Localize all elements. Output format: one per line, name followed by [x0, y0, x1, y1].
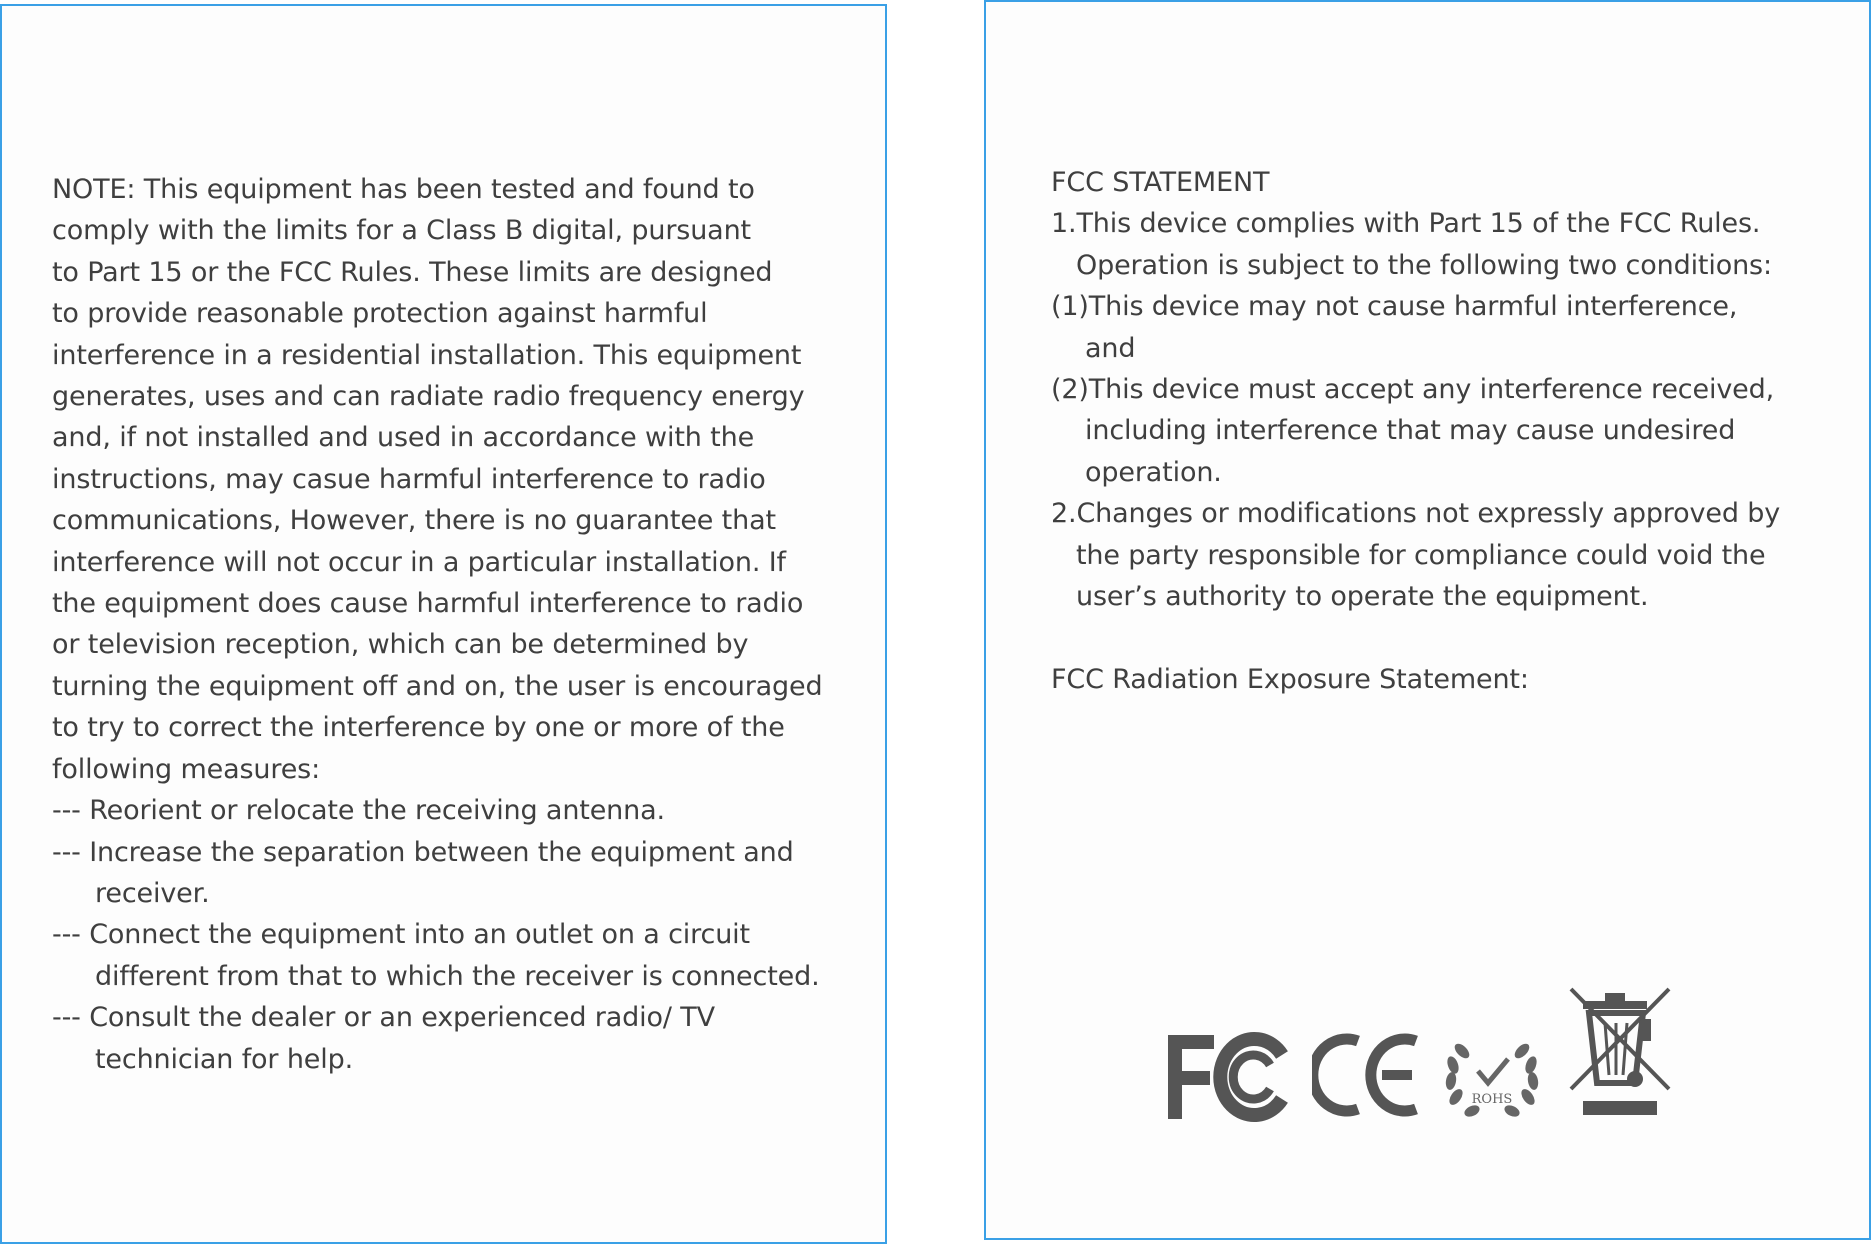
statement-item-1: 1.This device complies with Part 15 of the FCC Rules.: [1051, 208, 1761, 240]
statement-title: FCC STATEMENT: [1051, 167, 1270, 198]
statement-item-2-cont: the party responsible for compliance could void the: [1076, 539, 1766, 571]
rohs-label: ROHS: [1471, 1092, 1513, 1107]
note-line: or television reception, which can be determined by: [52, 629, 749, 661]
statement-item-2: 2.Changes or modifications not expressly approved by: [1051, 498, 1781, 530]
condition-2-cont: operation.: [1085, 456, 1222, 488]
fcc-note-text: [52, 169, 823, 1080]
condition-2: (2)This device must accept any interference received,: [1051, 374, 1775, 406]
note-line: turning the equipment off and on, the user is encouraged: [52, 670, 823, 702]
note-line: communications, However, there is no guarantee that: [52, 505, 776, 537]
fcc-logo: [1160, 1025, 1300, 1125]
note-line: to provide reasonable protection against harmful: [52, 298, 708, 330]
measure-item: --- Connect the equipment into an outlet on a circuit: [52, 919, 750, 951]
weee-bin-icon: [1565, 979, 1675, 1119]
measure-continuation: technician for help.: [95, 1043, 354, 1075]
ce-mark: [1312, 1029, 1424, 1121]
condition-2-cont: including interference that may cause undesired: [1085, 415, 1736, 447]
fcc-statement-text: [1051, 162, 1780, 700]
note-line: following measures:: [52, 753, 321, 785]
spacer: [1051, 617, 1780, 658]
certification-logos: [1160, 979, 1720, 1129]
statement-item-1-cont: Operation is subject to the following two conditions:: [1076, 249, 1772, 281]
right-page: [984, 0, 1871, 1240]
rohs-seal: [1442, 1031, 1542, 1123]
left-page: [0, 4, 887, 1244]
note-line: comply with the limits for a Class B digital, pursuant: [52, 215, 751, 247]
measure-item: --- Reorient or relocate the receiving antenna.: [52, 795, 665, 827]
condition-1-cont: and: [1085, 332, 1136, 364]
note-line: generates, uses and can radiate radio frequency energy: [52, 381, 805, 413]
note-line: interference will not occur in a particular installation. If: [52, 546, 786, 578]
note-line: the equipment does cause harmful interference to radio: [52, 588, 804, 620]
note-line: to try to correct the interference by one or more of the: [52, 712, 785, 744]
note-line: and, if not installed and used in accordance with the: [52, 422, 755, 454]
measure-item: --- Consult the dealer or an experienced radio/ TV: [52, 1002, 715, 1034]
measure-continuation: different from that to which the receiver is connected.: [95, 960, 820, 992]
condition-1: (1)This device may not cause harmful interference,: [1051, 291, 1738, 323]
measure-item: --- Increase the separation between the equipment and: [52, 836, 794, 868]
note-line: instructions, may casue harmful interference to radio: [52, 463, 766, 495]
note-line: NOTE: This equipment has been tested and found to: [52, 174, 755, 205]
measure-continuation: receiver.: [95, 877, 210, 909]
radiation-heading: FCC Radiation Exposure Statement:: [1051, 663, 1529, 695]
note-line: to Part 15 or the FCC Rules. These limits are designed: [52, 256, 773, 288]
statement-item-2-cont: user’s authority to operate the equipment.: [1076, 581, 1649, 613]
note-line: interference in a residential installation. This equipment: [52, 339, 802, 371]
